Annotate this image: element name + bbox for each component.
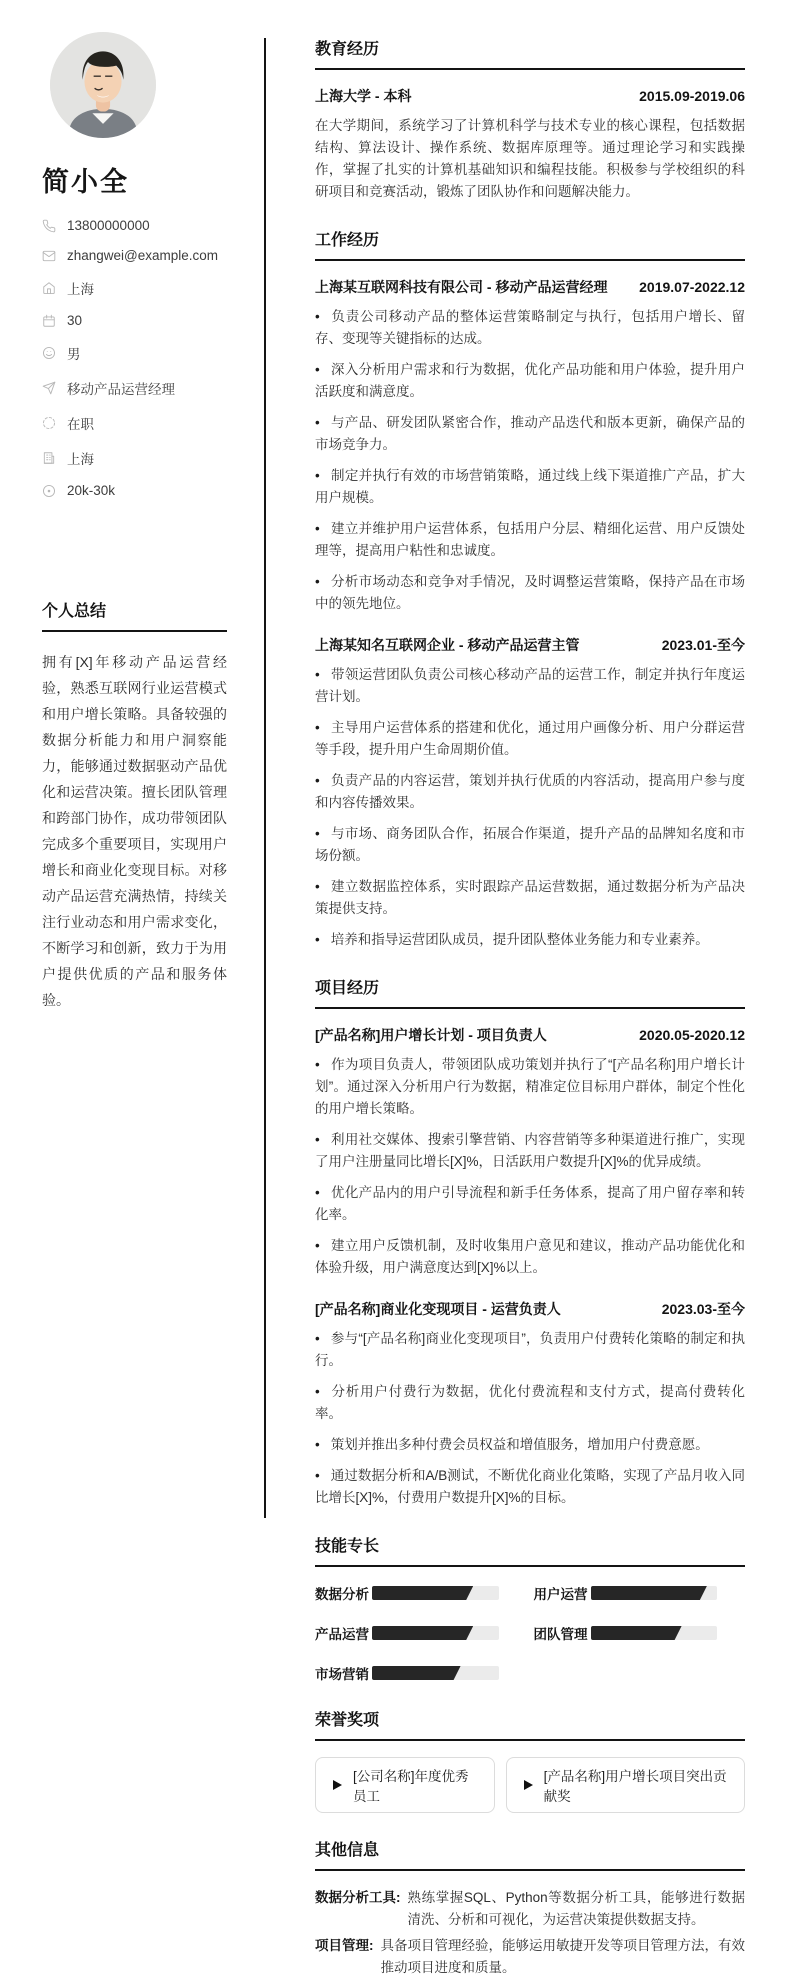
contact-salary — [42, 483, 227, 498]
phone-icon — [42, 219, 56, 233]
work-entry — [315, 635, 745, 951]
school-name: 上海大学 - 本科 — [315, 88, 412, 104]
other-info-item — [315, 1935, 745, 1979]
status-icon — [42, 416, 56, 430]
project-entry — [315, 1025, 745, 1279]
job-title-value: 移动产品运营经理 — [67, 382, 175, 397]
project-bullet: • 建立用户反馈机制，及时收集用户意见和建议，推动产品功能优化和体验升级，用户满意度达到[X]%以上。 — [315, 1235, 745, 1279]
project-entry — [315, 1299, 745, 1509]
work-bullet: • 主导用户运营体系的搭建和优化，通过用户画像分析、用户分群运营等手段，提升用户生命周期价值。 — [315, 717, 745, 761]
contact-job-title — [42, 378, 227, 398]
main-content — [266, 0, 794, 1975]
project-name: [产品名称]用户增长计划 - 项目负责人 — [315, 1027, 547, 1043]
work-entry-header — [315, 635, 745, 655]
work-date: 2023.01-至今 — [661, 637, 745, 653]
project-bullet: • 策划并推出多种付费会员权益和增值服务，增加用户付费意愿。 — [315, 1434, 745, 1456]
work-bullet: • 负责公司移动产品的整体运营策略制定与执行，包括用户增长、留存、变现等关键指标的达成。 — [315, 306, 745, 350]
job-icon — [42, 381, 56, 395]
contact-status — [42, 413, 227, 433]
contact-location — [42, 278, 227, 298]
skill-bar-track — [591, 1586, 718, 1600]
work-bullet: • 深入分析用户需求和行为数据，优化产品功能和用户体验，提升用户活跃度和满意度。 — [315, 359, 745, 403]
honor-label: [产品名称]用户增长项目突出贡献奖 — [543, 1769, 727, 1804]
skill-bar-track — [372, 1666, 499, 1680]
company-role: 上海某互联网科技有限公司 - 移动产品运营经理 — [315, 279, 608, 295]
other-info-section-title: 其他信息 — [315, 1837, 745, 1871]
contact-gender — [42, 343, 227, 363]
skill-bar-track — [372, 1626, 499, 1640]
email-icon — [42, 249, 56, 263]
skill-label: 市场营销 — [315, 1667, 369, 1682]
project-bullet: • 优化产品内的用户引导流程和新手任务体系，提高了用户留存率和转化率。 — [315, 1182, 745, 1226]
skill-bar-fill — [591, 1586, 707, 1600]
work-bullet: • 与产品、研发团队紧密合作，推动产品迭代和版本更新，确保产品的市场竞争力。 — [315, 412, 745, 456]
location-value: 上海 — [67, 282, 94, 297]
project-bullet: • 参与“[产品名称]商业化变现项目”，负责用户付费转化策略的制定和执行。 — [315, 1328, 745, 1372]
play-icon — [333, 1780, 342, 1790]
status-value: 在职 — [67, 417, 94, 432]
projects-section — [315, 975, 745, 1509]
work-entry — [315, 277, 745, 615]
education-description: 在大学期间，系统学习了计算机科学与技术专业的核心课程，包括数据结构、算法设计、操作系统、数据库原理等。通过理论学习和实践操作，掌握了扎实的计算机基础知识和编程技能。积极参与学校组织的科研项目和竞赛活动，锻炼了团队协作和问题解决能力。 — [315, 118, 745, 199]
skill-label: 用户运营 — [533, 1587, 588, 1602]
work-bullet: • 与市场、商务团队合作，拓展合作渠道，提升产品的品牌知名度和市场份额。 — [315, 823, 745, 867]
other-info-text: 具备项目管理经验，能够运用敏捷开发等项目管理方法，有效推动项目进度和质量。 — [380, 1938, 745, 1975]
education-section-title: 教育经历 — [315, 36, 745, 70]
honor-list — [315, 1757, 745, 1813]
skills-section — [315, 1533, 745, 1683]
contact-age — [42, 313, 227, 328]
work-section-title: 工作经历 — [315, 227, 745, 261]
work-entry-header — [315, 277, 745, 297]
honors-section — [315, 1707, 745, 1813]
work-date: 2019.07-2022.12 — [639, 279, 745, 295]
contact-phone — [42, 218, 227, 233]
personal-summary-title: 个人总结 — [42, 598, 227, 632]
skill-row — [315, 1583, 499, 1603]
company-role: 上海某知名互联网企业 - 移动产品运营主管 — [315, 637, 580, 653]
avatar-photo-illustration — [50, 32, 156, 138]
project-entry-header — [315, 1299, 745, 1319]
skill-label: 团队管理 — [533, 1627, 588, 1642]
work-bullet: • 分析市场动态和竞争对手情况，及时调整运营策略，保持产品在市场中的领先地位。 — [315, 571, 745, 615]
phone-value: 13800000000 — [67, 218, 150, 233]
personal-summary-text: 拥有[X]年移动产品运营经验，熟悉互联网行业运营模式和用户增长策略。具备较强的数据分析能力和用户洞察能力，能够通过数据驱动产品优化和运营决策。擅长团队管理和跨部门协作，成功带领团队完成多个重要项目，实现用户增长和商业化变现目标。对移动产品运营充满热情，持续关注行业动态和用户需求变化，不断学习和创新，致力于为用户提供优质的产品和服务体验。 — [42, 654, 227, 1008]
sidebar — [0, 0, 264, 1558]
skill-row — [315, 1623, 499, 1643]
work-bullet: • 培养和指导运营团队成员，提升团队整体业务能力和专业素养。 — [315, 929, 745, 951]
honor-pill[interactable] — [506, 1757, 745, 1813]
education-entry-header — [315, 86, 745, 106]
other-info-label: 项目管理: — [315, 1938, 374, 1953]
skill-label: 数据分析 — [315, 1587, 369, 1602]
project-bullet: • 利用社交媒体、搜索引擎营销、内容营销等多种渠道进行推广，实现了用户注册量同比增长[X]%，日活跃用户数提升[X]%的优异成绩。 — [315, 1129, 745, 1173]
skill-bar-track — [591, 1626, 718, 1640]
education-entry — [315, 86, 745, 203]
project-date: 2023.03-至今 — [661, 1301, 745, 1317]
skill-bar-fill — [591, 1626, 682, 1640]
honor-label: [公司名称]年度优秀员工 — [353, 1769, 469, 1804]
work-bullet: • 制定并执行有效的市场营销策略，通过线上线下渠道推广产品，扩大用户规模。 — [315, 465, 745, 509]
work-bullet: • 负责产品的内容运营，策划并执行优质的内容活动，提高用户参与度和内容传播效果。 — [315, 770, 745, 814]
skill-bar-fill — [372, 1586, 473, 1600]
age-value: 30 — [67, 313, 83, 328]
skill-label: 产品运营 — [315, 1627, 369, 1642]
work-section — [315, 227, 745, 951]
company-icon — [42, 451, 56, 465]
gender-icon — [42, 346, 56, 360]
work-bullet: • 建立数据监控体系，实时跟踪产品运营数据，通过数据分析为产品决策提供支持。 — [315, 876, 745, 920]
age-icon — [42, 314, 56, 328]
honors-section-title: 荣誉奖项 — [315, 1707, 745, 1741]
salary-value: 20k-30k — [67, 483, 116, 498]
project-name: [产品名称]商业化变现项目 - 运营负责人 — [315, 1301, 561, 1317]
company-city-value: 上海 — [67, 452, 94, 467]
contact-email — [42, 248, 227, 263]
work-bullet: • 带领运营团队负责公司核心移动产品的运营工作，制定并执行年度运营计划。 — [315, 664, 745, 708]
skills-grid — [315, 1583, 745, 1683]
honor-pill[interactable] — [315, 1757, 495, 1813]
skill-row — [534, 1583, 718, 1603]
salary-icon — [42, 484, 56, 498]
project-entry-header — [315, 1025, 745, 1045]
project-bullet: • 作为项目负责人，带领团队成功策划并执行了“[产品名称]用户增长计划”。通过深入分析用户行为数据，精准定位目标用户群体，制定个性化的用户增长策略。 — [315, 1054, 745, 1120]
other-info-label: 数据分析工具: — [315, 1890, 401, 1905]
project-date: 2020.05-2020.12 — [639, 1027, 745, 1043]
skills-section-title: 技能专长 — [315, 1533, 745, 1567]
other-info-text: 熟练掌握SQL、Python等数据分析工具，能够进行数据清洗、分析和可视化，为运营决策提供数据支持。 — [407, 1890, 745, 1927]
candidate-name: 简小全 — [42, 167, 129, 197]
play-icon — [524, 1780, 533, 1790]
home-icon — [42, 281, 56, 295]
skill-bar-track — [372, 1586, 499, 1600]
skill-bar-fill — [372, 1666, 461, 1680]
work-bullet: • 建立并维护用户运营体系，包括用户分层、精细化运营、用户反馈处理等，提高用户粘性和忠诚度。 — [315, 518, 745, 562]
skill-row — [315, 1663, 499, 1683]
gender-value: 男 — [67, 347, 81, 362]
projects-section-title: 项目经历 — [315, 975, 745, 1009]
project-bullet: • 通过数据分析和A/B测试，不断优化商业化策略，实现了产品月收入同比增长[X]%，付费用户数提升[X]%的目标。 — [315, 1465, 745, 1509]
skill-row — [534, 1623, 718, 1643]
education-date: 2015.09-2019.06 — [639, 88, 745, 104]
education-section — [315, 36, 745, 203]
avatar — [50, 32, 156, 138]
other-info-section — [315, 1837, 745, 1979]
project-bullet: • 分析用户付费行为数据，优化付费流程和支付方式，提高付费转化率。 — [315, 1381, 745, 1425]
other-info-item — [315, 1887, 745, 1931]
contact-company-city — [42, 448, 227, 468]
email-value: zhangwei@example.com — [67, 248, 219, 263]
personal-summary-section — [42, 598, 227, 1013]
contact-list — [42, 218, 227, 498]
skill-bar-fill — [372, 1626, 473, 1640]
